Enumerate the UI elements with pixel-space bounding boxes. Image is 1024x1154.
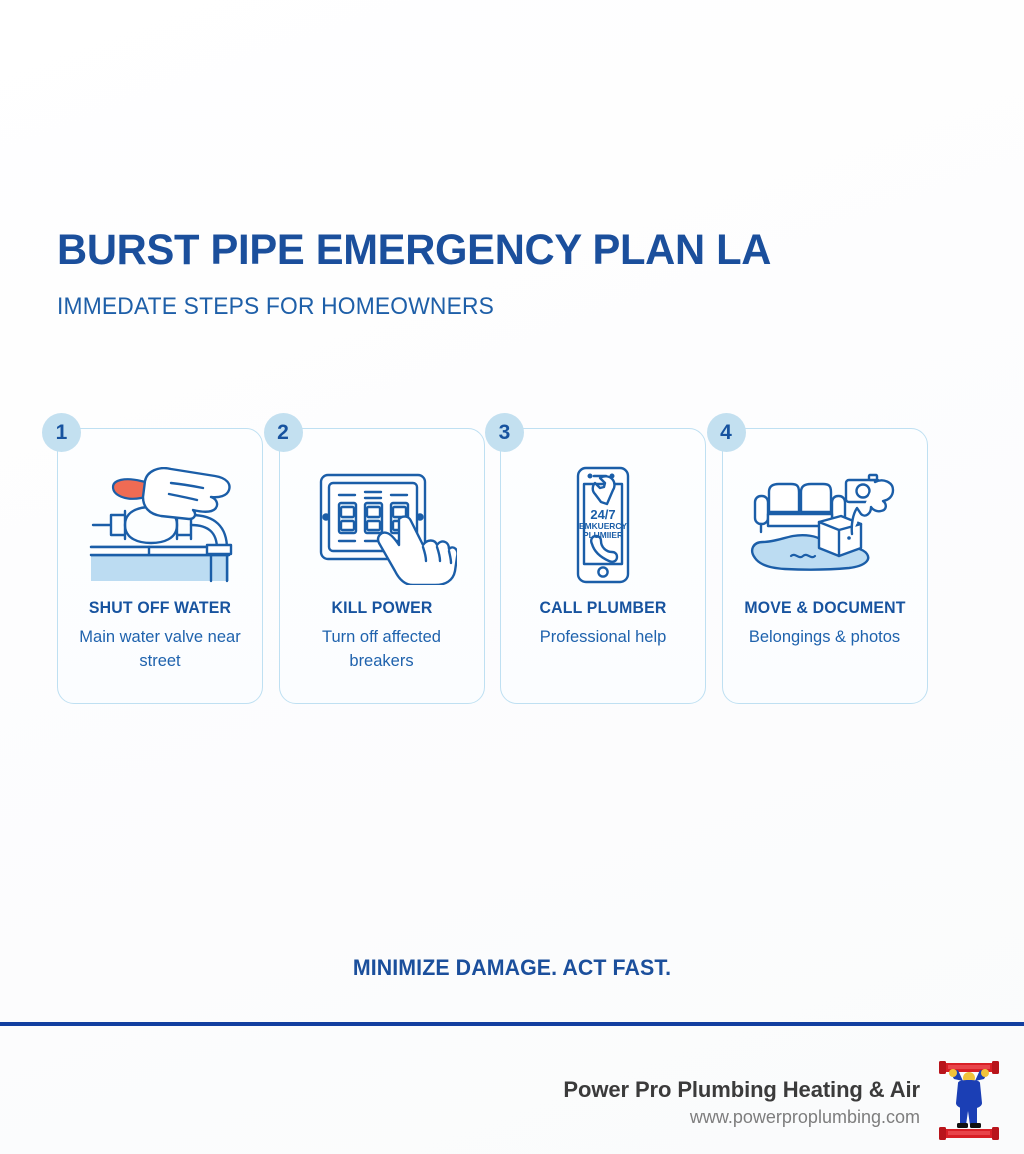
steps-container	[55, 421, 967, 704]
phone-screen-line-2: EMKUERCY	[579, 521, 627, 531]
footer-text-block	[563, 1077, 920, 1128]
tagline: MINIMIZE DAMAGE. ACT FAST.	[352, 955, 672, 980]
step-number-badge-4: 4	[707, 413, 746, 452]
step-desc-4: Belongings & photos	[748, 628, 901, 646]
step-title-4: MOVE & DOCUMENT	[743, 599, 906, 617]
step-number-badge-3: 3	[485, 413, 524, 452]
phone-screen-line-3: PLUMIIER	[582, 530, 624, 540]
step-title-1: SHUT OFF WATER	[88, 599, 232, 617]
step-desc-2: Turn off affected breakers	[322, 628, 441, 670]
sofa-flood-camera-icon	[723, 463, 927, 589]
step-card-3[interactable]	[498, 421, 706, 704]
company-website[interactable]: www.powerproplumbing.com	[689, 1106, 920, 1127]
step-desc-1: Main water valve near street	[79, 628, 241, 670]
step-number-badge-2: 2	[264, 413, 303, 452]
footer-divider	[0, 1022, 1024, 1026]
step-card-1[interactable]	[55, 421, 263, 704]
page-title: BURST PIPE EMERGENCY PLAN LA	[57, 226, 772, 274]
step-card-4[interactable]	[720, 421, 928, 704]
breaker-panel-hand-icon	[280, 463, 484, 589]
phone-screen-line-1: 24/7	[590, 507, 616, 522]
page-subtitle: IMMEDATE STEPS FOR HOMEOWNERS	[57, 293, 495, 321]
water-valve-hand-icon	[58, 463, 262, 589]
step-title-2: KILL POWER	[330, 599, 433, 617]
footer	[0, 1050, 1024, 1154]
header	[57, 228, 957, 321]
step-title-3: CALL PLUMBER	[539, 599, 667, 617]
step-number-badge-1: 1	[42, 413, 81, 452]
step-desc-3: Professional help	[539, 628, 667, 646]
powerlifter-barbell-logo	[936, 1059, 1002, 1145]
step-card-2[interactable]	[277, 421, 485, 704]
company-name: Power Pro Plumbing Heating & Air	[563, 1076, 920, 1102]
phone-emergency-plumber-icon	[501, 463, 705, 589]
